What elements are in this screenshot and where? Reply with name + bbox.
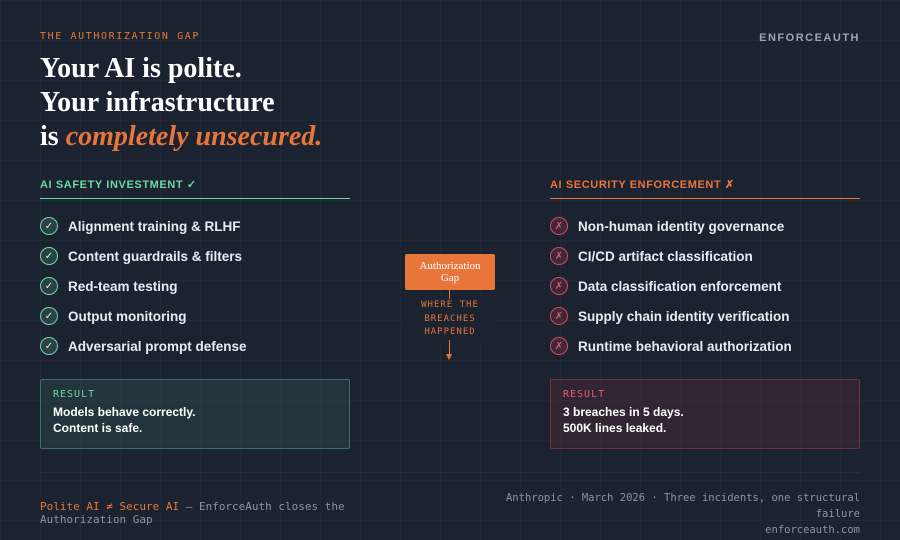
gap-box-line-2: Gap bbox=[440, 272, 460, 284]
headline-emphasis: completely unsecured. bbox=[65, 121, 323, 152]
brand-logo: ENFORCEAUTH bbox=[759, 32, 860, 44]
ai-safety-column bbox=[40, 178, 350, 449]
check-icon: ✓ bbox=[40, 247, 58, 265]
list-item bbox=[550, 241, 860, 271]
list-item-label: Content guardrails & filters bbox=[68, 248, 243, 264]
headline-line-2: Your infrastructure bbox=[40, 87, 275, 118]
ai-safety-title: AI SAFETY INVESTMENT ✓ bbox=[40, 178, 350, 199]
result-line-2: Content is safe. bbox=[53, 421, 143, 435]
result-text bbox=[53, 404, 337, 436]
list-item-label: Alignment training & RLHF bbox=[68, 218, 241, 234]
footer-divider bbox=[40, 472, 860, 473]
footer-tagline bbox=[40, 500, 400, 526]
headline-line-3-prefix: is bbox=[40, 121, 66, 152]
arrow-down-icon bbox=[446, 354, 452, 360]
list-item bbox=[40, 241, 350, 271]
list-item-label: Output monitoring bbox=[68, 308, 187, 324]
result-line-2: 500K lines leaked. bbox=[563, 421, 667, 435]
list-item-label: Non-human identity governance bbox=[578, 218, 785, 234]
result-label: RESULT bbox=[53, 389, 96, 400]
list-item-label: CI/CD artifact classification bbox=[578, 248, 753, 264]
list-item bbox=[550, 271, 860, 301]
ai-security-column bbox=[550, 178, 860, 449]
ai-safety-list bbox=[40, 211, 350, 361]
authorization-gap-box bbox=[405, 254, 495, 290]
headline-line-3 bbox=[40, 120, 322, 154]
list-item-label: Adversarial prompt defense bbox=[68, 338, 247, 354]
result-text bbox=[563, 404, 847, 436]
check-icon: ✓ bbox=[40, 217, 58, 235]
ai-security-title: AI SECURITY ENFORCEMENT ✗ bbox=[550, 178, 860, 199]
footer-tagline-text: — EnforceAuth closes the Authorization Gap bbox=[40, 500, 345, 526]
result-line-1: 3 breaches in 5 days. bbox=[563, 405, 684, 419]
cross-icon: ✗ bbox=[550, 247, 568, 265]
cross-icon: ✗ bbox=[550, 307, 568, 325]
footer-website-link[interactable]: enforceauth.com bbox=[765, 524, 860, 536]
gap-note-line-3: HAPPENED bbox=[405, 326, 495, 340]
check-icon: ✓ bbox=[40, 307, 58, 325]
list-item bbox=[550, 301, 860, 331]
result-label: RESULT bbox=[563, 389, 606, 400]
list-item-label: Data classification enforcement bbox=[578, 278, 782, 294]
footer-source-line-1: Anthropic · March 2026 · Three incidents, one structural bbox=[505, 492, 860, 504]
cross-icon: ✗ bbox=[550, 337, 568, 355]
check-icon: ✓ bbox=[40, 277, 58, 295]
headline-line-1: Your AI is polite. bbox=[40, 53, 242, 84]
ai-security-list bbox=[550, 211, 860, 361]
headline bbox=[40, 52, 322, 154]
list-item bbox=[40, 331, 350, 361]
list-item bbox=[40, 211, 350, 241]
list-item bbox=[550, 211, 860, 241]
list-item bbox=[550, 331, 860, 361]
list-item-label: Red-team testing bbox=[68, 278, 178, 294]
gap-note-line-2: BREACHES bbox=[405, 313, 495, 327]
list-item bbox=[40, 301, 350, 331]
footer-source-line-2: failure bbox=[815, 508, 860, 520]
footer-tagline-accent: Polite AI ≠ Secure AI bbox=[40, 500, 180, 513]
list-item bbox=[40, 271, 350, 301]
list-item-label: Supply chain identity verification bbox=[578, 308, 790, 324]
check-icon: ✓ bbox=[40, 337, 58, 355]
list-item-label: Runtime behavioral authorization bbox=[578, 338, 792, 354]
result-line-1: Models behave correctly. bbox=[53, 405, 196, 419]
ai-security-result-card bbox=[550, 379, 860, 449]
gap-box-line-1: Authorization bbox=[419, 260, 481, 272]
gap-note-line-1: WHERE THE bbox=[405, 299, 495, 313]
cross-icon: ✗ bbox=[550, 277, 568, 295]
footer-source bbox=[480, 490, 860, 538]
gap-note bbox=[405, 299, 495, 340]
eyebrow-label: THE AUTHORIZATION GAP bbox=[40, 31, 201, 42]
cross-icon: ✗ bbox=[550, 217, 568, 235]
ai-safety-result-card bbox=[40, 379, 350, 449]
